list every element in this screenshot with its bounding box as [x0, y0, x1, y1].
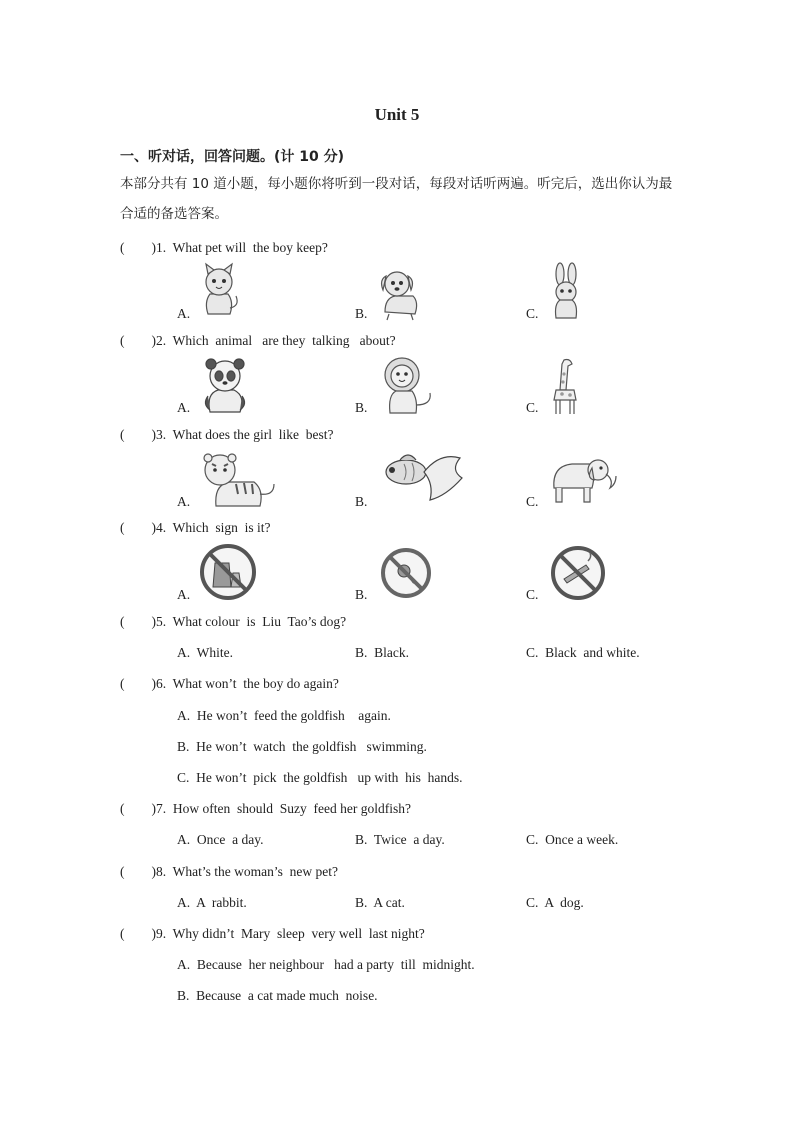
option-4a: A. [177, 587, 191, 602]
question-1: ( )1. What pet will the boy keep? [120, 240, 328, 255]
question-8: ( )8. What’s the woman’s new pet? [120, 864, 338, 879]
tiger-picture [196, 450, 278, 510]
option-9a: A. Because her neighbour had a party till midnight. [177, 957, 475, 972]
no-smoking-sign [550, 545, 606, 601]
option-8c: C. A dog. [526, 895, 584, 910]
option-9b: B. Because a cat made much noise. [177, 988, 378, 1003]
question-9: ( )9. Why didn’t Mary sleep very well last night? [120, 926, 425, 941]
option-5c: C. Black and white. [526, 645, 640, 660]
option-8a: A. A rabbit. [177, 895, 247, 910]
option-4b: B. [355, 587, 368, 602]
page-title: Unit 5 [374, 105, 420, 124]
option-5a: A. White. [177, 645, 233, 660]
option-6a: A. He won’t feed the goldfish again. [177, 708, 391, 723]
giraffe-picture [546, 354, 582, 416]
option-6b: B. He won’t watch the goldfish swimming. [177, 739, 427, 754]
option-1a: A. [177, 306, 191, 321]
option-7a: A. Once a day. [177, 832, 264, 847]
question-6: ( )6. What won’t the boy do again? [120, 676, 339, 691]
question-2: ( )2. Which animal are they talking about? [120, 333, 396, 348]
rabbit-picture [546, 262, 586, 322]
section-heading: 一、听对话，回答问题。(计 10 分) [120, 149, 345, 165]
option-2c: C. [526, 400, 539, 415]
cat-picture [196, 262, 242, 322]
option-2a: A. [177, 400, 191, 415]
option-7c: C. Once a week. [526, 832, 619, 847]
question-7: ( )7. How often should Suzy feed her goldfish? [120, 801, 411, 816]
option-6c: C. He won’t pick the goldfish up with his hands. [177, 770, 463, 785]
option-1b: B. [355, 306, 368, 321]
option-3a: A. [177, 494, 191, 509]
option-5b: B. Black. [355, 645, 409, 660]
no-littering-sign [199, 543, 257, 601]
option-4c: C. [526, 587, 539, 602]
option-3b: B. [355, 494, 368, 509]
option-7b: B. Twice a day. [355, 832, 445, 847]
option-1c: C. [526, 306, 539, 321]
option-3c: C. [526, 494, 539, 509]
panda-picture [196, 356, 254, 416]
question-5: ( )5. What colour is Liu Tao’s dog? [120, 614, 347, 629]
section-instruction: 本部分共有 10 道小题，每小题你将听到一段对话，每段对话听两遍。听完后，选出你认为最合适的备选答案。 [120, 176, 673, 222]
no-feeding-sign [380, 547, 432, 599]
option-8b: B. A cat. [355, 895, 405, 910]
dog-picture [375, 266, 425, 322]
option-2b: B. [355, 400, 368, 415]
question-3: ( )3. What does the girl like best? [120, 427, 334, 442]
elephant-picture [548, 454, 618, 504]
lion-picture [378, 355, 438, 415]
goldfish-picture [380, 448, 466, 504]
question-4: ( )4. Which sign is it? [120, 520, 271, 535]
